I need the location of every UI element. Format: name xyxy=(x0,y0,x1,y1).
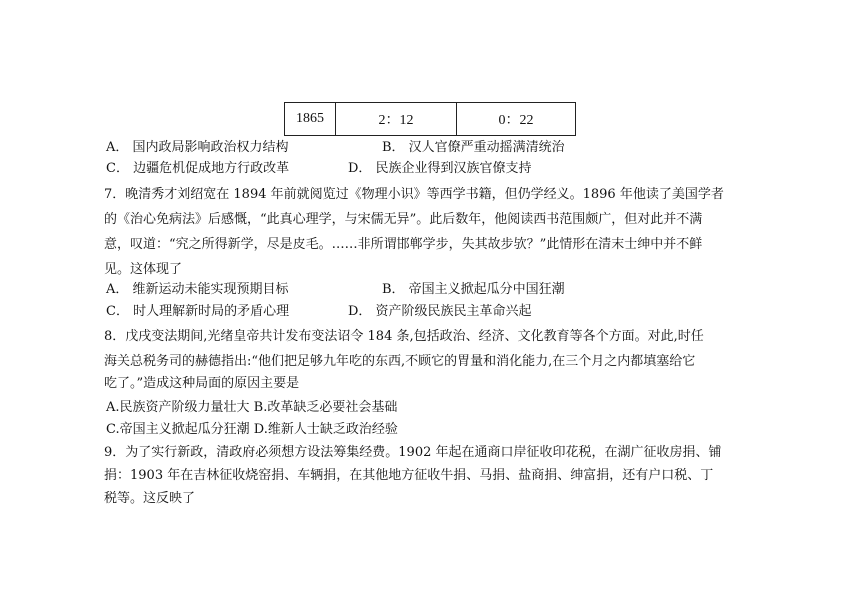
q7-option-b: B． 帝国主义掀起瓜分中国狂潮 xyxy=(382,282,565,297)
q7-stem-line: 意，叹道：“究之所得新学，尽是皮毛。……非所谓邯郸学步，失其故步欤？”此情形在清末士绅中并不鲜 xyxy=(104,237,703,252)
q9-stem-line: 捐：1903 年在吉林征收烧窑捐、车辆捐，在其他地方征收牛捐、马捐、盐商捐、绅富捐，还有户口税、丁 xyxy=(104,468,714,483)
q7-option-c: C． 时人理解新时局的矛盾心理 xyxy=(106,304,290,319)
q8-options-cd: C.帝国主义掀起瓜分狂潮 D.维新人士缺乏政治经验 xyxy=(106,422,398,437)
q7-stem-line: 见。这体现了 xyxy=(104,262,183,277)
q7-stem-line: 的《治心免病法》后感慨，“此真心理学，与宋儒无异”。此后数年，他阅读西书范围颇广，但对此并不满 xyxy=(104,212,703,227)
q8-stem-line: 海关总税务司的赫德指出:“他们把足够九年吃的东西,不顾它的胃量和消化能力,在三个月之内都填塞给它 xyxy=(104,354,696,369)
q8-stem-line: 8．戊戌变法期间,光绪皇帝共计发布变法诏令 184 条,包括政治、经济、文化教育等各个方面。对此,时任 xyxy=(104,329,704,344)
q8-options-ab: A.民族资产阶级力量壮大 B.改革缺乏必要社会基础 xyxy=(106,400,398,415)
table-row xyxy=(284,102,576,136)
q7-option-d: D． 资产阶级民族民主革命兴起 xyxy=(348,304,532,319)
q8-stem-line: 吃了。”造成这种局面的原因主要是 xyxy=(104,376,300,391)
q6-option-d: D． 民族企业得到汉族官僚支持 xyxy=(348,161,532,176)
table-cell-ratio-2: 0：22 xyxy=(498,113,534,128)
q6-option-a: A． 国内政局影响政治权力结构 xyxy=(106,140,289,155)
table-cell-year: 1865 xyxy=(285,103,336,135)
table-cell-ratio-1: 2：12 xyxy=(336,103,457,135)
q7-option-a: A． 维新运动未能实现预期目标 xyxy=(106,282,289,297)
q6-option-c: C． 边疆危机促成地方行政改革 xyxy=(106,161,290,176)
q6-option-b: B． 汉人官僚严重动摇满清统治 xyxy=(382,140,565,155)
q7-stem-line: 7．晚清秀才刘绍宽在 1894 年前就阅览过《物理小识》等西学书籍，但仍学经义。1896 年他读了美国学者 xyxy=(104,187,724,202)
q9-stem-line: 9．为了实行新政，清政府必须想方设法筹集经费。1902 年起在通商口岸征收印花税，在湖广征收房捐、铺 xyxy=(104,445,722,460)
q9-stem-line: 税等。这反映了 xyxy=(104,491,196,506)
